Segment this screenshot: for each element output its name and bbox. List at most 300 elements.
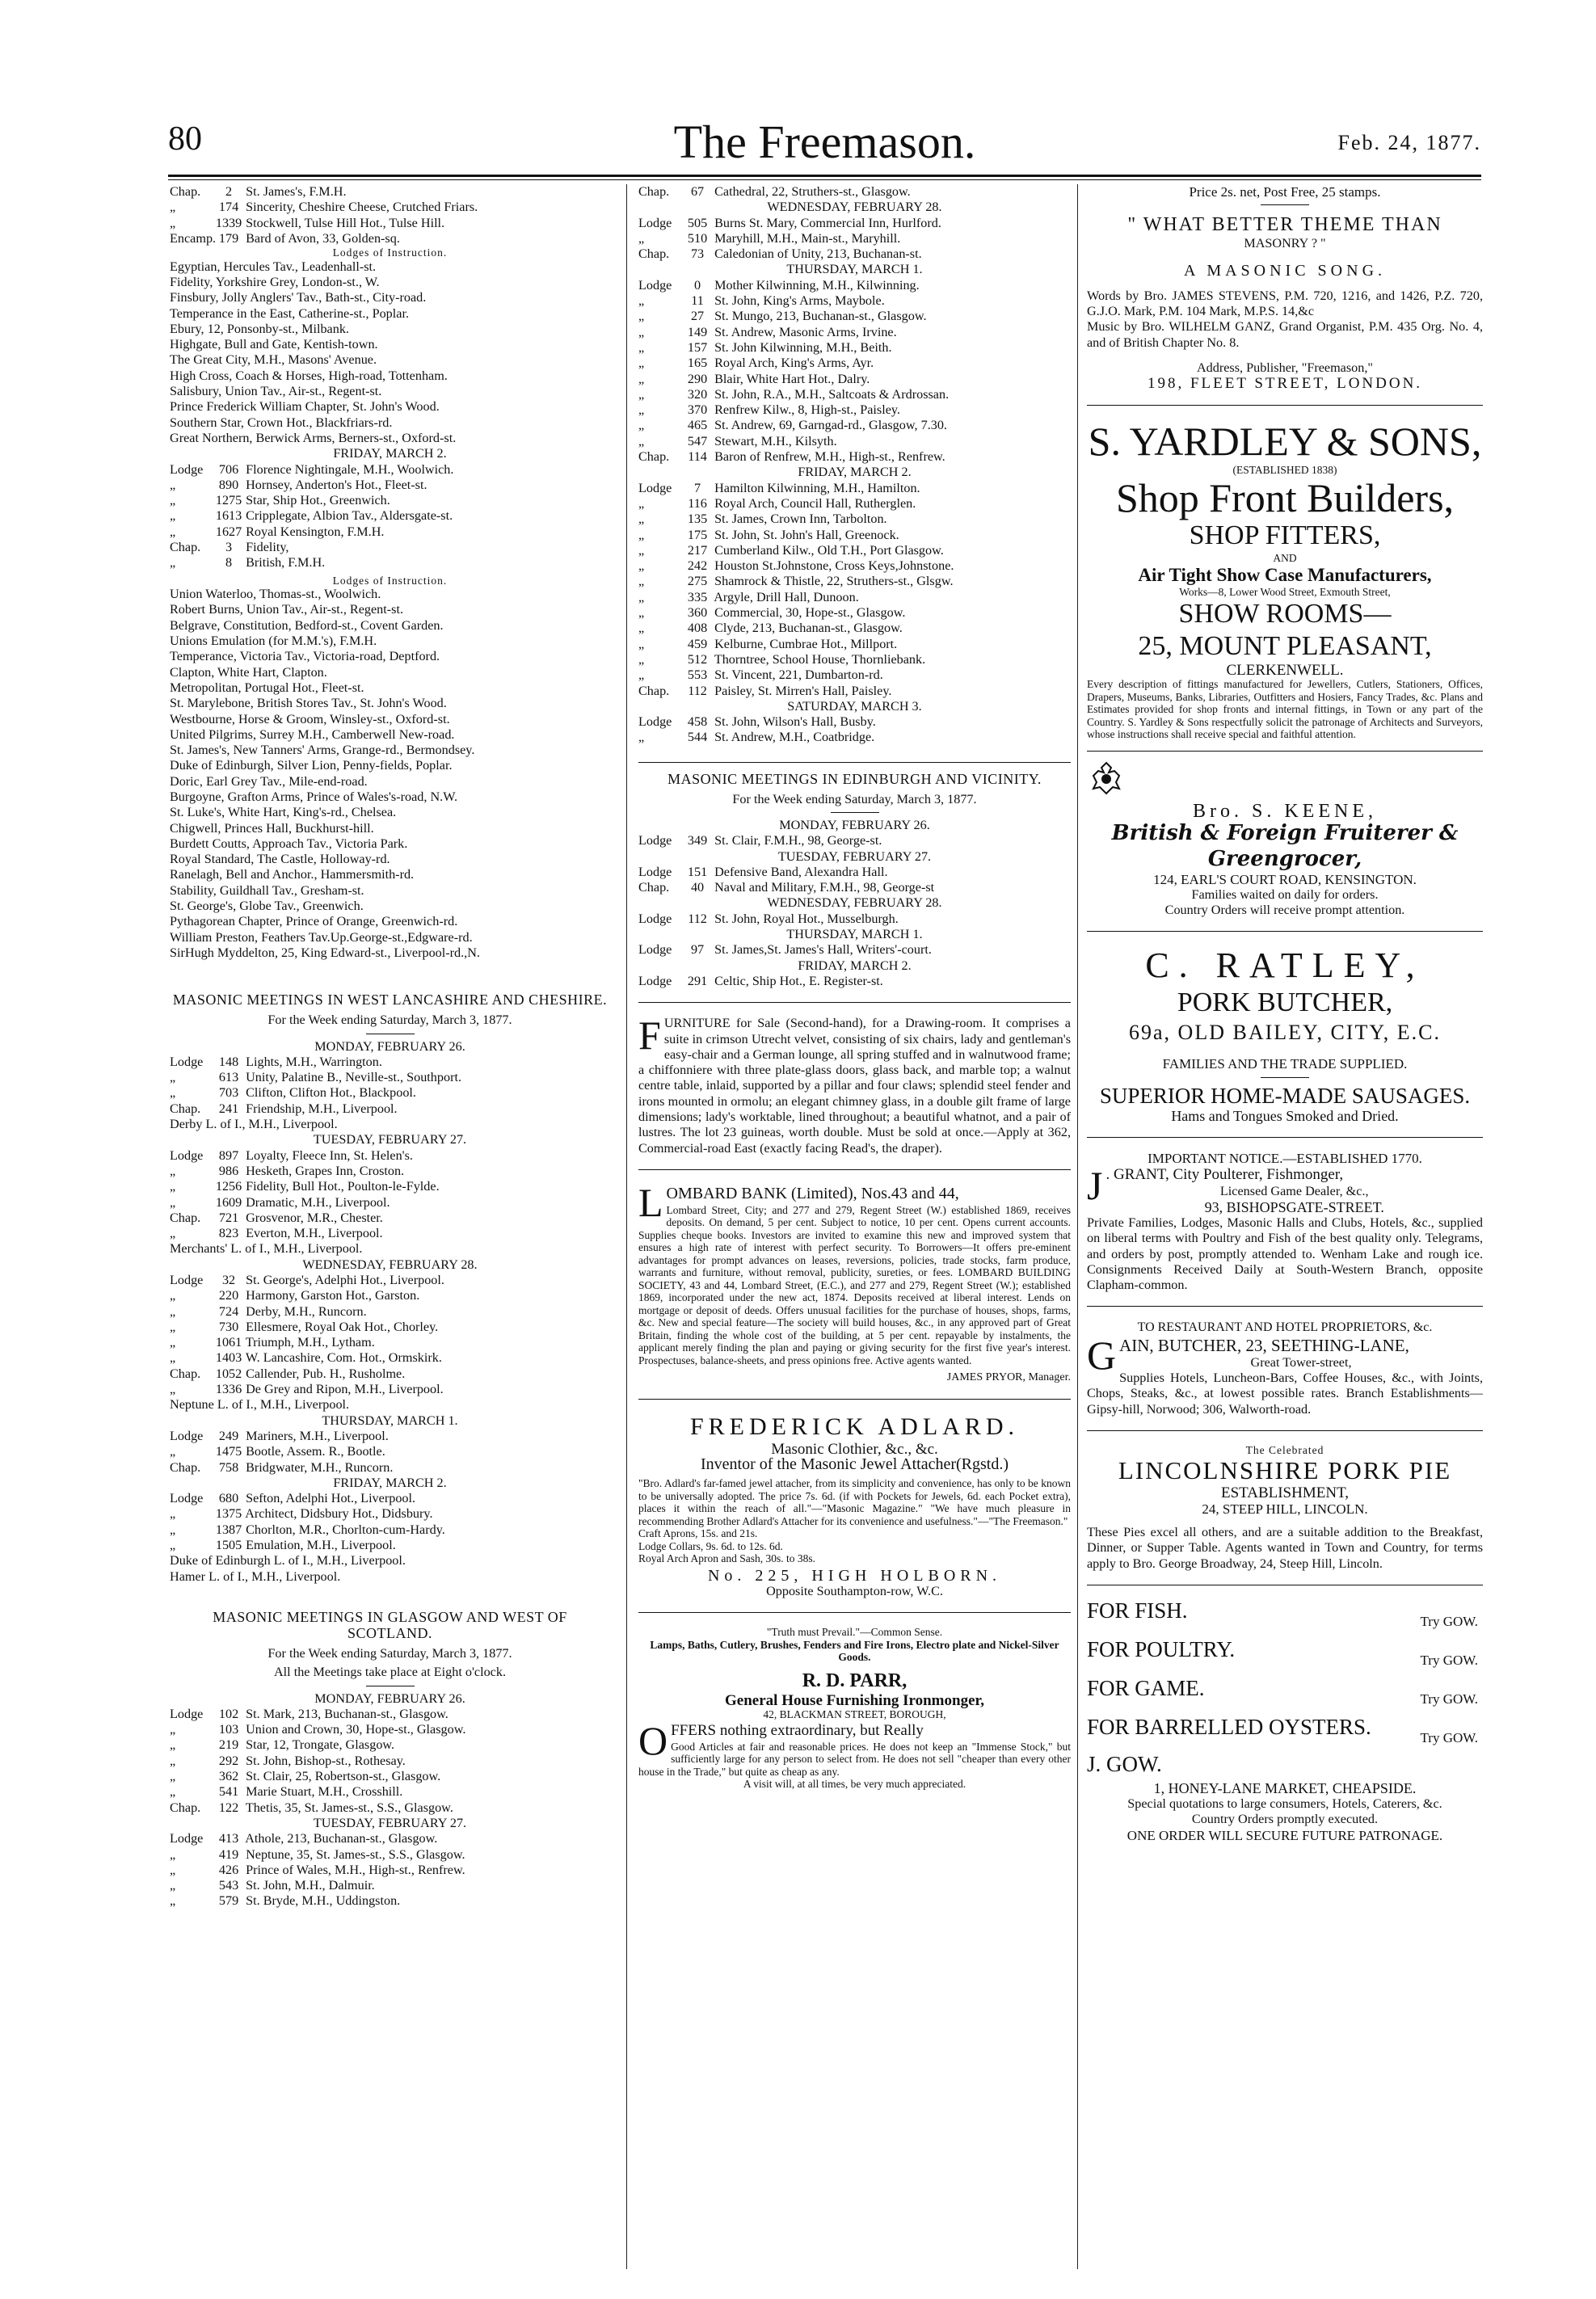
meeting-list — [170, 462, 610, 571]
meeting-entry — [170, 1429, 610, 1444]
entry-text: Athole, 213, Buchanan-st., Glasgow. — [245, 1831, 438, 1846]
entry-text: Celtic, Ship Hot., E. Register-st. — [714, 973, 883, 988]
advert-heading: OMBARD BANK (Limited), Nos.43 and 44, — [666, 1184, 959, 1202]
meeting-entry — [638, 496, 1071, 512]
entry-text: Chorlton, M.R., Chorlton-cum-Hardy. — [246, 1522, 445, 1537]
meeting-entry — [170, 1241, 610, 1257]
short-rule — [831, 812, 879, 813]
entry-kind: „ — [170, 1350, 176, 1366]
advert-address: 1, HONEY-LANE MARKET, CHEAPSIDE. — [1153, 1779, 1417, 1796]
advert-name: Bro. S. KEENE, — [1193, 801, 1377, 823]
entry-kind: „ — [170, 1335, 176, 1350]
meeting-entry — [170, 1722, 610, 1737]
entry-number: 97 — [690, 942, 705, 958]
entry-kind: „ — [170, 215, 176, 230]
entry-text: Mother Kilwinning, M.H., Kilwinning. — [714, 277, 920, 293]
entry-text: Cumberland Kilw., Old T.H., Port Glasgow. — [714, 542, 944, 558]
entry-number: 148 — [218, 1054, 239, 1069]
entry-kind: „ — [170, 1506, 176, 1522]
instruction-entry: Egyptian, Hercules Tav., Leadenhall-st. — [170, 259, 377, 274]
entry-number: 1613 — [215, 508, 242, 524]
instruction-list — [170, 259, 610, 447]
entry-text: De Grey and Ripon, M.H., Liverpool. — [246, 1382, 444, 1397]
meeting-entry — [170, 493, 610, 508]
meeting-entry — [638, 605, 1071, 621]
entry-number: 179 — [218, 230, 239, 246]
advert-line: Opposite Southampton-row, W.C. — [766, 1584, 943, 1599]
advert-name: C. RATLEY, — [1145, 945, 1425, 986]
entry-kind: Lodge — [170, 461, 204, 477]
entry-kind: „ — [170, 1085, 176, 1101]
entry-number: 505 — [687, 215, 708, 230]
entry-number: 174 — [218, 200, 239, 215]
entry-number: 362 — [218, 1769, 239, 1784]
advert-name: J. GOW. — [1087, 1751, 1162, 1776]
meeting-entry — [638, 558, 1071, 574]
meeting-entry — [170, 1055, 610, 1070]
instruction-entry: Fidelity, Yorkshire Grey, London-st., W. — [170, 274, 380, 289]
entry-number: 335 — [687, 589, 708, 604]
section-heading: MASONIC MEETINGS IN GLASGOW AND WEST OF SCOTLAND. — [213, 1608, 567, 1641]
entry-number: 1387 — [215, 1522, 242, 1537]
meeting-entry — [170, 1737, 610, 1753]
entry-text: Hamilton Kilwinning, M.H., Hamilton. — [714, 480, 920, 495]
entry-number: 1052 — [215, 1366, 242, 1381]
meeting-entry — [170, 524, 610, 540]
entry-kind: „ — [638, 636, 645, 651]
entry-text: Loyalty, Fleece Inn, St. Helen's. — [246, 1147, 413, 1163]
entry-number: 67 — [690, 184, 705, 199]
issue-date: Feb. 24, 1877. — [1337, 131, 1481, 154]
entry-text: Bootle, Assem. R., Bootle. — [246, 1444, 385, 1459]
entry-kind: „ — [170, 1846, 176, 1862]
instruction-entry: Highgate, Bull and Gate, Kentish-town. — [170, 337, 378, 352]
advert-text: Lombard Street, City; and 277 and 279, Regent Street (W.) established 1869, receives deposits. On demand, 5 per cent. Subject to notice, 10 per cent. Opens current accounts. Supplies cheque books. Investors are invited to examine this new and improved system that ensures a high rate of interest with perfect security. To Borrowers—It offers pre-eminent advantages for prompt advances on leases, reversions, policies, trade stocks, farm produce, warrants and furniture, without removal, publicity, sureties, or fees. LOMBARD BUILDING SOCIETY, 43 and 44, Lombard Street, (E.C.), and 277 and 279, Regent Street (W.); established 1869, incorporated under the new act, 1874. Deposits received at liberal interest. Lends on mortgage or deposit of deeds. Offers unusual facilities for the purchase of houses, shops, farms, &c. New and special feature—The society will build houses, &c., in any approved part of Great Britain, finding the whole cost of the building, at 5 per cent. repayable by instalments, the applicant merely finding the plan and paying or giving security for the first five year's interest. Prospectuses, balance-sheets, and press opinions free. Active agents wanted. — [638, 1203, 1071, 1366]
meeting-entry — [170, 1117, 610, 1132]
entry-kind: Lodge — [638, 833, 672, 848]
entry-text: St. George's, Adelphi Hot., Liverpool. — [246, 1273, 444, 1287]
meeting-entry — [170, 1382, 610, 1397]
entry-text: Royal Arch, King's Arms, Ayr. — [714, 356, 874, 371]
entry-number: 1061 — [215, 1335, 242, 1350]
entry-kind: Chap. — [170, 1101, 201, 1116]
keene-advert — [1087, 756, 1483, 918]
meeting-entry — [170, 1085, 610, 1101]
meeting-entry — [170, 1863, 610, 1878]
entry-text: Renfrew Kilw., 8, High-st., Paisley. — [714, 402, 900, 418]
meeting-entry — [170, 1164, 610, 1179]
entry-kind: „ — [170, 1444, 176, 1459]
entry-text: Everton, M.H., Liverpool. — [246, 1226, 383, 1241]
entry-kind: „ — [638, 230, 645, 246]
entry-text: Dramatic, M.H., Liverpool. — [246, 1194, 390, 1210]
meeting-entry — [170, 1893, 610, 1909]
entry-number: 2 — [225, 184, 233, 199]
meeting-entry — [638, 356, 1071, 371]
drop-cap: G — [1087, 1332, 1117, 1378]
entry-kind: „ — [170, 1319, 176, 1334]
entry-text: Union and Crown, 30, Hope-st., Glasgow. — [246, 1722, 466, 1737]
entry-number: 102 — [218, 1706, 239, 1721]
meeting-entry — [170, 1460, 610, 1476]
meeting-entry — [638, 667, 1071, 683]
entry-kind: „ — [638, 542, 645, 558]
day-label: FRIDAY, MARCH 2. — [333, 446, 447, 461]
entry-text: Fidelity, — [246, 540, 289, 555]
advert-line: (ESTABLISHED 1838) — [1232, 463, 1337, 476]
entry-number: 897 — [218, 1147, 239, 1163]
entry-kind: Chap. — [638, 246, 670, 262]
entry-number: 1339 — [215, 215, 242, 230]
meeting-entry — [170, 1179, 610, 1194]
entry-text: Grosvenor, M.R., Chester. — [246, 1210, 383, 1225]
entry-text: Merchants' L. of I., M.H., Liverpool. — [170, 1241, 363, 1257]
divider — [638, 1169, 1071, 1170]
day-label: THURSDAY, MARCH 1. — [322, 1413, 458, 1428]
entry-text: St. Clair, F.M.H., 98, George-st. — [714, 833, 882, 848]
entry-kind: „ — [638, 495, 645, 511]
entry-kind: „ — [170, 477, 176, 492]
page-header — [168, 116, 1481, 170]
entry-number: 151 — [687, 864, 708, 879]
entry-number: 241 — [218, 1101, 239, 1116]
advert-line: Works—8, Lower Wood Street, Exmouth Street, — [1179, 585, 1391, 598]
instruction-entry: Belgrave, Constitution, Bedford-st., Covent Garden. — [170, 617, 444, 633]
entry-kind: Lodge — [638, 277, 672, 293]
entry-text: St. Bryde, M.H., Uddingston. — [246, 1893, 401, 1909]
entry-text: Caledonian of Unity, 213, Buchanan-st. — [714, 246, 922, 262]
advert-line: IMPORTANT NOTICE.—ESTABLISHED 1770. — [1148, 1151, 1422, 1167]
day-label: MONDAY, FEBRUARY 26. — [779, 817, 930, 832]
entry-kind: Lodge — [638, 911, 672, 926]
advert-headline: PORK BUTCHER, — [1177, 987, 1393, 1018]
instruction-entry: Robert Burns, Union Tav., Air-st., Regent-st. — [170, 602, 403, 617]
entry-number: 544 — [687, 730, 708, 745]
meeting-entry — [170, 1506, 610, 1522]
entry-number: 165 — [687, 356, 708, 371]
instruction-entry: Unions Emulation (for M.M.'s), F.M.H. — [170, 634, 377, 649]
advert-headline: SUPERIOR HOME-MADE SAUSAGES. — [1099, 1083, 1471, 1108]
instruction-entry: Stability, Guildhall Tav., Gresham-st. — [170, 882, 364, 898]
entry-number: 459 — [687, 636, 708, 651]
section-heading: MASONIC MEETINGS IN EDINBURGH AND VICINITY. — [667, 770, 1042, 787]
advert-address: 69a, OLD BAILEY, CITY, E.C. — [1129, 1021, 1441, 1045]
entry-text: Hamer L. of I., M.H., Liverpool. — [170, 1568, 341, 1584]
day-label: WEDNESDAY, FEBRUARY 28. — [767, 200, 942, 215]
advert-line: Country Orders will receive prompt attention. — [1164, 903, 1405, 918]
short-rule — [1261, 204, 1309, 205]
advert-line: ONE ORDER WILL SECURE FUTURE PATRONAGE. — [1126, 1827, 1443, 1843]
instruction-entry: St. James's, New Tanners' Arms, Grange-rd., Bermondsey. — [170, 743, 475, 758]
meeting-entry — [170, 508, 610, 524]
masthead: The Freemason. — [673, 116, 976, 168]
divider — [1087, 1306, 1483, 1307]
entry-text: Lights, M.H., Warrington. — [246, 1054, 382, 1069]
meeting-entry — [638, 528, 1071, 543]
entry-number: 275 — [687, 574, 708, 589]
entry-text: Argyle, Drill Hall, Dunoon. — [714, 589, 859, 604]
song-music-credit: Music by Bro. WILHELM GANZ, Grand Organist, P.M. 435 Org. No. 4, and of British Chapter No. 8. — [1087, 319, 1483, 350]
meeting-entry — [638, 543, 1071, 558]
adlard-advert — [638, 1413, 1071, 1600]
divider — [1087, 1430, 1483, 1431]
entry-text: Unity, Palatine B., Neville-st., Southport. — [246, 1070, 462, 1085]
advert-text: These Pies excel all others, and are a suitable addition to the Breakfast, Dinner, or Supper Table. Agents wanted in Town and Country, for terms apply to Bro. George Broadway, 24, Steep Hill, Lincoln. — [1087, 1525, 1483, 1571]
meeting-days — [638, 200, 1071, 745]
advert-line: FAMILIES AND THE TRADE SUPPLIED. — [1162, 1056, 1408, 1072]
entry-kind: „ — [638, 651, 645, 667]
entry-number: 291 — [687, 973, 708, 988]
meeting-entry — [638, 574, 1071, 589]
instruction-entry: William Preston, Feathers Tav.Up.George-st.,Edgware-rd. — [170, 929, 473, 945]
entry-text: British, F.M.H. — [246, 555, 326, 571]
gow-item-label: FOR POULTRY. — [1087, 1636, 1236, 1661]
meeting-entry — [638, 293, 1071, 309]
entry-text: Hornsey, Anderton's Hot., Fleet-st. — [246, 477, 427, 492]
entry-text: Derby L. of I., M.H., Liverpool. — [170, 1117, 338, 1132]
gow-item — [1087, 1637, 1483, 1666]
entry-kind: Lodge — [170, 1428, 204, 1443]
entry-text: Fidelity, Bull Hot., Poulton-le-Fylde. — [246, 1179, 440, 1194]
day-label: MONDAY, FEBRUARY 26. — [314, 1691, 465, 1706]
header-rule — [168, 175, 1481, 177]
advert-line: AND — [1273, 552, 1297, 565]
entry-number: 219 — [218, 1737, 239, 1753]
ratley-advert — [1087, 945, 1483, 1124]
meeting-days — [170, 1691, 610, 1910]
entry-kind: „ — [170, 1179, 176, 1194]
entry-number: 3 — [225, 540, 233, 555]
entry-number: 553 — [687, 667, 708, 683]
entry-text: St. Mungo, 213, Buchanan-st., Glasgow. — [714, 309, 927, 324]
entry-text: Duke of Edinburgh L. of I., M.H., Liverpool. — [170, 1553, 406, 1568]
instruction-entry: St. George's, Globe Tav., Greenwich. — [170, 899, 364, 914]
entry-kind: „ — [638, 386, 645, 402]
advert-text: URNITURE for Sale (Second-hand), for a Drawing-room. It comprises a suite in crimson Utrecht velvet, consisting of six chairs, lady and gentleman's easy-chair and a German lounge, all spring stuffed and in walnutwood frame; a chiffonniere with three plate-glass doors, glass back, and marble top; a walnut centre table, inlaid, supported by a pillar and four claws; splendid steel fender and irons mounted in ormolu; an elegant chimney glass, in a double gilt frame of large dimensions; lady's worktable, lined throughout; a beautiful whatnot, and a pair of lustres. The lot 23 guineas, worth double. Must be sold at once.—Apply at 362, Commercial-road East (exactly facing Read's, the draper). — [638, 1016, 1071, 1156]
entry-text: St. James,St. James's Hall, Writers'-court. — [714, 942, 932, 958]
entry-number: 543 — [218, 1878, 239, 1893]
try-gow-label: Try GOW. — [1420, 1729, 1478, 1745]
meeting-entry — [638, 974, 1071, 989]
song-address-label: Address, Publisher, "Freemason," — [1196, 360, 1374, 376]
entry-number: 613 — [218, 1070, 239, 1085]
section-heading: MASONIC MEETINGS IN WEST LANCASHIRE AND CHESHIRE. — [172, 992, 608, 1008]
meeting-entry — [638, 652, 1071, 667]
advert-line: A visit will, at all times, be very much appreciated. — [743, 1778, 966, 1791]
meeting-entry — [170, 1304, 610, 1320]
entry-number: 1505 — [215, 1538, 242, 1553]
meeting-entry — [170, 1800, 610, 1816]
meeting-entry — [638, 637, 1071, 652]
meeting-entry — [638, 434, 1071, 449]
meeting-entry — [170, 540, 610, 555]
entry-kind: „ — [170, 1753, 176, 1768]
entry-kind: Encamp. — [170, 230, 217, 246]
header-rule-thin — [168, 179, 1481, 180]
day-label: FRIDAY, MARCH 2. — [798, 465, 912, 480]
entry-text: Houston St.Johnstone, Cross Keys,Johnstone. — [714, 558, 954, 574]
page-number: 80 — [168, 120, 202, 158]
column-2 — [638, 184, 1071, 1791]
day-label: FRIDAY, MARCH 2. — [333, 1475, 447, 1490]
entry-text: Stockwell, Tulse Hill Hot., Tulse Hill. — [246, 215, 445, 230]
meeting-entry — [170, 1553, 610, 1568]
entry-text: Bridgwater, M.H., Runcorn. — [246, 1459, 394, 1475]
try-gow-label: Try GOW. — [1420, 1613, 1478, 1629]
instruction-entry: SirHugh Myddelton, 25, King Edward-st., Liverpool-rd.,N. — [170, 945, 480, 960]
instruction-entry: Finsbury, Jolly Anglers' Tav., Bath-st., City-road. — [170, 290, 427, 305]
advert-line: Inventor of the Masonic Jewel Attacher(Rgstd.) — [700, 1455, 1009, 1474]
entry-kind: Chap. — [170, 1210, 201, 1225]
instruction-entry: Metropolitan, Portugal Hot., Fleet-st. — [170, 680, 364, 695]
entry-text: Cripplegate, Albion Tav., Aldersgate-st. — [246, 508, 453, 524]
gow-item — [1087, 1676, 1483, 1705]
entry-number: 408 — [687, 621, 708, 636]
advert-line: Air Tight Show Case Manufacturers, — [1138, 564, 1432, 585]
meeting-entry — [170, 478, 610, 493]
entry-text: St. John Kilwinning, M.H., Beith. — [714, 339, 892, 355]
entry-text: Thetis, 35, St. James-st., S.S., Glasgow. — [245, 1800, 453, 1815]
advert-headline: SHOP FITTERS, — [1189, 520, 1381, 551]
meeting-entry — [170, 1320, 610, 1335]
entry-kind: Lodge — [638, 714, 672, 730]
day-label: WEDNESDAY, FEBRUARY 28. — [302, 1257, 478, 1272]
entry-text: St. Andrew, 69, Garngad-rd., Glasgow, 7.30. — [714, 418, 947, 433]
meeting-entry — [170, 1335, 610, 1350]
meeting-list — [638, 184, 1071, 200]
entry-number: 249 — [218, 1428, 239, 1443]
column-divider — [1077, 184, 1078, 2269]
gow-advert — [1087, 1598, 1483, 1843]
short-rule — [1261, 1077, 1309, 1078]
meeting-entry — [638, 231, 1071, 246]
entry-text: Florence Nightingale, M.H., Woolwich. — [246, 461, 454, 477]
song-words-credit: Words by Bro. JAMES STEVENS, P.M. 720, 1216, and 1426, P.Z. 720, G.J.O. Mark, P.M. 104 Mark, M.P.S. 14,&c — [1087, 288, 1483, 319]
entry-text: St. Vincent, 221, Dumbarton-rd. — [714, 667, 883, 683]
song-type: A MASONIC SONG. — [1183, 261, 1387, 280]
entry-kind: „ — [638, 527, 645, 542]
entry-number: 1275 — [215, 493, 242, 508]
entry-number: 157 — [687, 339, 708, 355]
meeting-entry — [170, 1784, 610, 1800]
section-label: Lodges of Instruction. — [332, 574, 448, 587]
entry-number: 116 — [688, 495, 707, 511]
entry-number: 217 — [687, 542, 708, 558]
meeting-entry — [638, 942, 1071, 958]
entry-text: Blair, White Hart Hot., Dalry. — [714, 371, 870, 386]
meeting-entry — [638, 684, 1071, 699]
entry-text: Clyde, 213, Buchanan-st., Glasgow. — [714, 621, 903, 636]
entry-text: Neptune L. of I., M.H., Liverpool. — [170, 1397, 350, 1413]
instruction-entry: Prince Frederick William Chapter, St. John's Wood. — [170, 399, 440, 415]
day-label: SATURDAY, MARCH 3. — [787, 698, 922, 714]
entry-number: 0 — [694, 277, 701, 293]
column-3 — [1087, 184, 1483, 1843]
entry-kind: „ — [170, 1722, 176, 1737]
entry-number: 290 — [687, 371, 708, 386]
entry-kind: „ — [170, 555, 176, 571]
entry-number: 7 — [694, 480, 701, 495]
entry-kind: „ — [170, 1226, 176, 1241]
royal-crest-icon — [1087, 761, 1126, 795]
gow-item-label: FOR FISH. — [1087, 1598, 1188, 1623]
section-subheading: For the Week ending Saturday, March 3, 1877. — [267, 1645, 512, 1661]
entry-kind: „ — [170, 1522, 176, 1537]
advert-line: Country Orders promptly executed. — [1191, 1812, 1379, 1827]
instruction-entry: Great Northern, Berwick Arms, Berners-st., Oxford-st. — [170, 430, 457, 445]
entry-text: Emulation, M.H., Liverpool. — [246, 1538, 396, 1553]
entry-kind: „ — [170, 1784, 176, 1800]
divider — [638, 1002, 1071, 1003]
entry-kind: Lodge — [170, 1491, 204, 1506]
entry-kind: „ — [170, 508, 176, 524]
entry-kind: „ — [170, 1303, 176, 1319]
entry-kind: „ — [638, 589, 645, 604]
advert-name: S. YARDLEY & SONS, — [1088, 418, 1482, 464]
entry-number: 8 — [225, 555, 233, 571]
advert-heading: . GRANT, City Poulterer, Fishmonger, — [1105, 1166, 1344, 1184]
day-label: TUESDAY, FEBRUARY 27. — [777, 848, 932, 864]
advert-line: 124, EARL'S COURT ROAD, KENSINGTON. — [1153, 871, 1417, 887]
entry-number: 114 — [688, 449, 707, 465]
yardley-advert — [1087, 419, 1483, 741]
instruction-entry: Temperance in the East, Catherine-st., Poplar. — [170, 305, 409, 321]
entry-number: 32 — [221, 1273, 236, 1287]
gow-item-label: FOR BARRELLED OYSTERS. — [1087, 1714, 1371, 1739]
instruction-entry: St. Marylebone, British Stores Tav., St. John's Wood. — [170, 696, 447, 711]
grant-advert — [1087, 1151, 1483, 1293]
entry-kind: Lodge — [170, 1273, 204, 1287]
entry-text: Baron of Renfrew, M.H., High-st., Renfrew. — [714, 449, 945, 465]
advert-name: FREDERICK ADLARD. — [689, 1413, 1020, 1440]
entry-text: St. John, Royal Hot., Musselburgh. — [714, 911, 899, 926]
meeting-entry — [170, 1273, 610, 1288]
meeting-entry — [170, 1195, 610, 1211]
entry-text: St. Andrew, Masonic Arms, Irvine. — [714, 324, 897, 339]
advert-quote: "Truth must Prevail."—Common Sense. — [766, 1626, 943, 1639]
column-1 — [170, 184, 610, 1910]
advert-name: LINCOLNSHIRE PORK PIE — [1118, 1456, 1452, 1485]
advert-headline: British & Foreign Fruiterer & Greengrocer, — [1111, 820, 1459, 871]
entry-text: St. John, R.A., M.H., Saltcoats & Ardrossan. — [714, 386, 950, 402]
meeting-entry — [638, 309, 1071, 324]
entry-text: Cathedral, 22, Struthers-st., Glasgow. — [714, 184, 911, 199]
gain-advert — [1087, 1320, 1483, 1417]
meeting-entry — [638, 418, 1071, 433]
entry-text: St. Mark, 213, Buchanan-st., Glasgow. — [246, 1706, 448, 1721]
entry-number: 349 — [687, 833, 708, 848]
advert-line: Great Tower-street, — [1250, 1354, 1352, 1370]
entry-number: 242 — [687, 558, 708, 574]
meeting-list — [170, 184, 610, 246]
advert-heading: FFERS nothing extraordinary, but Really — [671, 1721, 924, 1739]
entry-number: 510 — [687, 230, 708, 246]
entry-kind: „ — [170, 524, 176, 539]
entry-number: 1609 — [215, 1194, 242, 1210]
entry-kind: „ — [638, 621, 645, 636]
instruction-entry: Duke of Edinburgh, Silver Lion, Penny-fields, Poplar. — [170, 758, 453, 773]
meeting-entry — [170, 1350, 610, 1366]
entry-text: Neptune, 35, St. James-st., S.S., Glasgow. — [246, 1846, 465, 1862]
entry-text: Royal Arch, Council Hall, Rutherglen. — [714, 495, 916, 511]
entry-kind: „ — [638, 574, 645, 589]
instruction-entry: Burdett Coutts, Approach Tav., Victoria Park. — [170, 836, 408, 851]
entry-kind: Chap. — [170, 184, 201, 199]
advert-headline: 25, MOUNT PLEASANT, — [1138, 631, 1432, 662]
meeting-entry — [170, 1101, 610, 1117]
meeting-entry — [638, 216, 1071, 231]
entry-kind: Lodge — [638, 215, 672, 230]
